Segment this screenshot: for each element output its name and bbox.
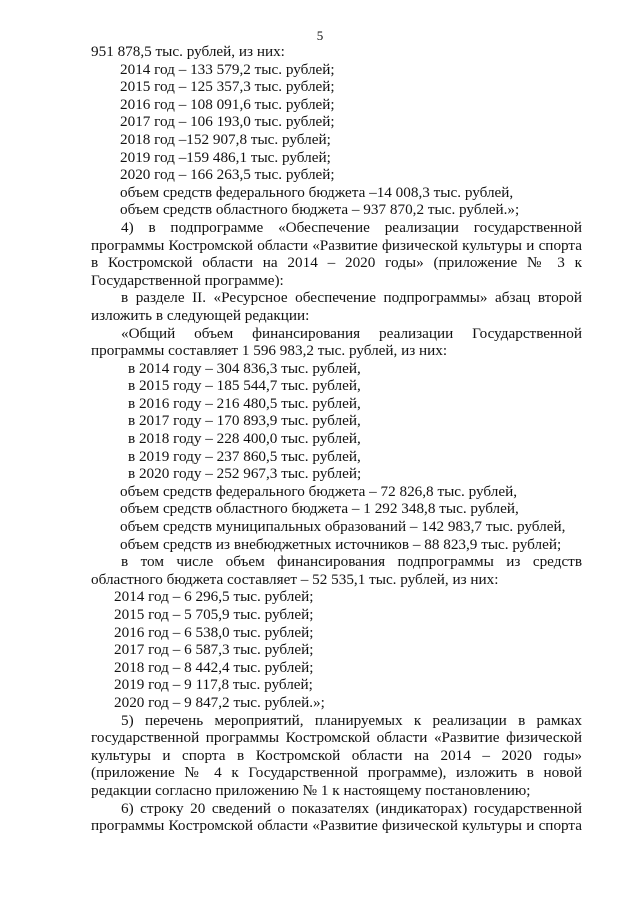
paragraph-line: областного бюджета составляет – 52 535,1 тыс. рублей, из них: (91, 570, 499, 588)
year-amount-line: 2016 год – 108 091,6 тыс. рублей; (120, 95, 335, 113)
text-line: 951 878,5 тыс. рублей, из них: (91, 43, 285, 60)
paragraph-line: программы составляет 1 596 983,2 тыс. рублей, из них: (91, 342, 448, 360)
paragraph-line: «Общий объем финансирования реализации Государственной (121, 324, 582, 342)
year-amount-line: в 2017 году – 170 893,9 тыс. рублей, (128, 412, 361, 430)
year-amount-line: в 2019 году – 237 860,5 тыс. рублей, (128, 447, 361, 465)
paragraph-line: 4) в подпрограмме «Обеспечение реализации государственной (121, 218, 582, 236)
year-amount-line: 2018 год – 8 442,4 тыс. рублей; (114, 658, 314, 676)
year-amount-line: 2020 год – 9 847,2 тыс. рублей.»; (114, 693, 325, 711)
year-amount-line: 2016 год – 6 538,0 тыс. рублей; (114, 623, 314, 641)
paragraph-line: 6) строку 20 сведений о показателях (индикаторах) государственной (121, 799, 582, 817)
paragraph-line: программы Костромской области «Развитие физической культуры и спорта (91, 817, 582, 835)
paragraph-line: (приложение № 4 к Государственной программе), изложить в новой (91, 764, 582, 782)
budget-line: объем средств областного бюджета – 1 292 348,8 тыс. рублей, (120, 500, 519, 518)
budget-line: объем средств федерального бюджета – 72 826,8 тыс. рублей, (120, 482, 518, 500)
year-amount-line: 2020 год – 166 263,5 тыс. рублей; (120, 166, 335, 184)
paragraph-line: программы Костромской области «Развитие физической культуры и спорта (91, 236, 582, 254)
paragraph-line: в том числе объем финансирования подпрограммы из средств (121, 553, 582, 571)
year-amount-line: в 2018 году – 228 400,0 тыс. рублей, (128, 430, 361, 448)
paragraph-line: в разделе II. «Ресурсное обеспечение подпрограммы» абзац второй (121, 289, 582, 307)
paragraph-line: государственной программы Костромской области «Развитие физической (91, 729, 582, 747)
paragraph-line: в Костромской области на 2014 – 2020 годы» (приложение № 3 к (91, 254, 582, 272)
year-amount-line: 2015 год – 5 705,9 тыс. рублей; (114, 606, 314, 623)
budget-line: объем средств из внебюджетных источников – 88 823,9 тыс. рублей; (120, 535, 562, 553)
year-amount-line: 2019 год –159 486,1 тыс. рублей; (120, 148, 331, 166)
paragraph-line: Государственной программе): (91, 271, 284, 289)
year-amount-line: в 2020 году – 252 967,3 тыс. рублей; (128, 465, 362, 483)
year-amount-line: в 2015 году – 185 544,7 тыс. рублей, (128, 377, 361, 395)
paragraph-line: редакции согласно приложению № 1 к настоящему постановлению; (91, 781, 531, 799)
year-amount-line: 2014 год – 133 579,2 тыс. рублей; (120, 60, 335, 78)
paragraph-line: 5) перечень мероприятий, планируемых к реализации в рамках (121, 711, 582, 729)
year-amount-line: 2017 год – 6 587,3 тыс. рублей; (114, 641, 314, 659)
budget-line: объем средств федерального бюджета –14 008,3 тыс. рублей, (120, 183, 514, 201)
paragraph-line: культуры и спорта в Костромской области на 2014 – 2020 годы» (91, 746, 582, 764)
year-amount-line: 2019 год – 9 117,8 тыс. рублей; (114, 676, 313, 694)
page-number: 5 (316, 28, 324, 43)
budget-line: объем средств областного бюджета – 937 870,2 тыс. рублей.»; (120, 201, 520, 219)
year-amount-line: в 2014 году – 304 836,3 тыс. рублей, (128, 359, 361, 377)
document-body (91, 43, 582, 835)
year-amount-line: 2018 год –152 907,8 тыс. рублей; (120, 130, 331, 148)
budget-line: объем средств муниципальных образований – 142 983,7 тыс. рублей, (120, 518, 566, 536)
year-amount-line: 2017 год – 106 193,0 тыс. рублей; (120, 113, 335, 131)
year-amount-line: 2014 год – 6 296,5 тыс. рублей; (114, 588, 314, 606)
year-amount-line: в 2016 году – 216 480,5 тыс. рублей, (128, 394, 361, 412)
paragraph-line: изложить в следующей редакции: (91, 306, 310, 324)
year-amount-line: 2015 год – 125 357,3 тыс. рублей; (120, 78, 335, 96)
